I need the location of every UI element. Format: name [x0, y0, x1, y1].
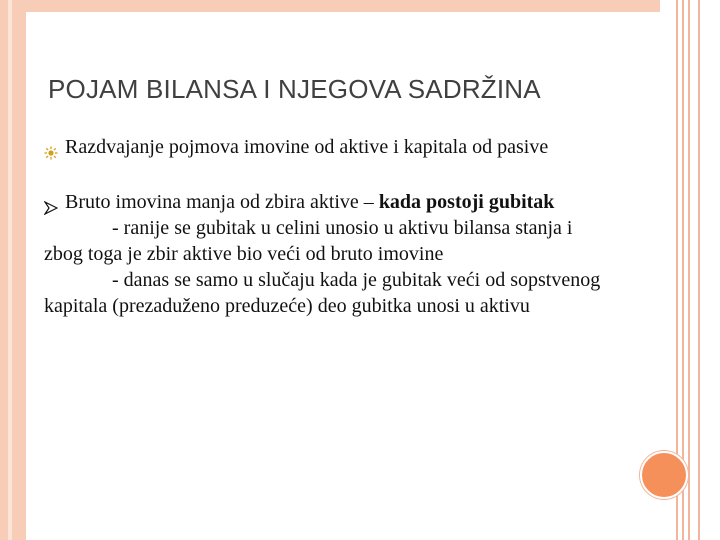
slide-title: POJAM BILANSA I NJEGOVA SADRŽINA	[48, 74, 541, 104]
paragraph: - ranije se gubitak u celini unosio u aktivu bilansa stanja i zbog toga je zbir aktive bio veći od bruto imovine	[44, 217, 573, 265]
decorative-circle	[640, 451, 688, 499]
sun-bullet-icon	[44, 141, 58, 155]
bullet-text-bold: kada postoji gubitak	[378, 191, 555, 213]
bullet-item	[44, 189, 614, 215]
top-decorative-border	[0, 0, 720, 12]
left-decorative-border	[0, 0, 26, 540]
decorative-line	[688, 0, 690, 540]
bullet-text-plain: Bruto imovina manja od zbira aktive –	[65, 191, 379, 213]
paragraph: - danas se samo u slučaju kada je gubitak veći od sopstvenog kapitala (prezaduženo preduzeće) deo gubitka unosi u aktivu	[44, 269, 601, 317]
left-border-stripe	[8, 0, 12, 540]
slide-content	[44, 134, 614, 319]
bullet-item	[44, 134, 614, 160]
arrowhead-bullet-icon	[44, 196, 58, 210]
bullet-text: Razdvajanje pojmova imovine od aktive i kapitala od pasive	[65, 136, 549, 158]
bullet-text	[65, 189, 614, 215]
decorative-line	[698, 0, 700, 540]
